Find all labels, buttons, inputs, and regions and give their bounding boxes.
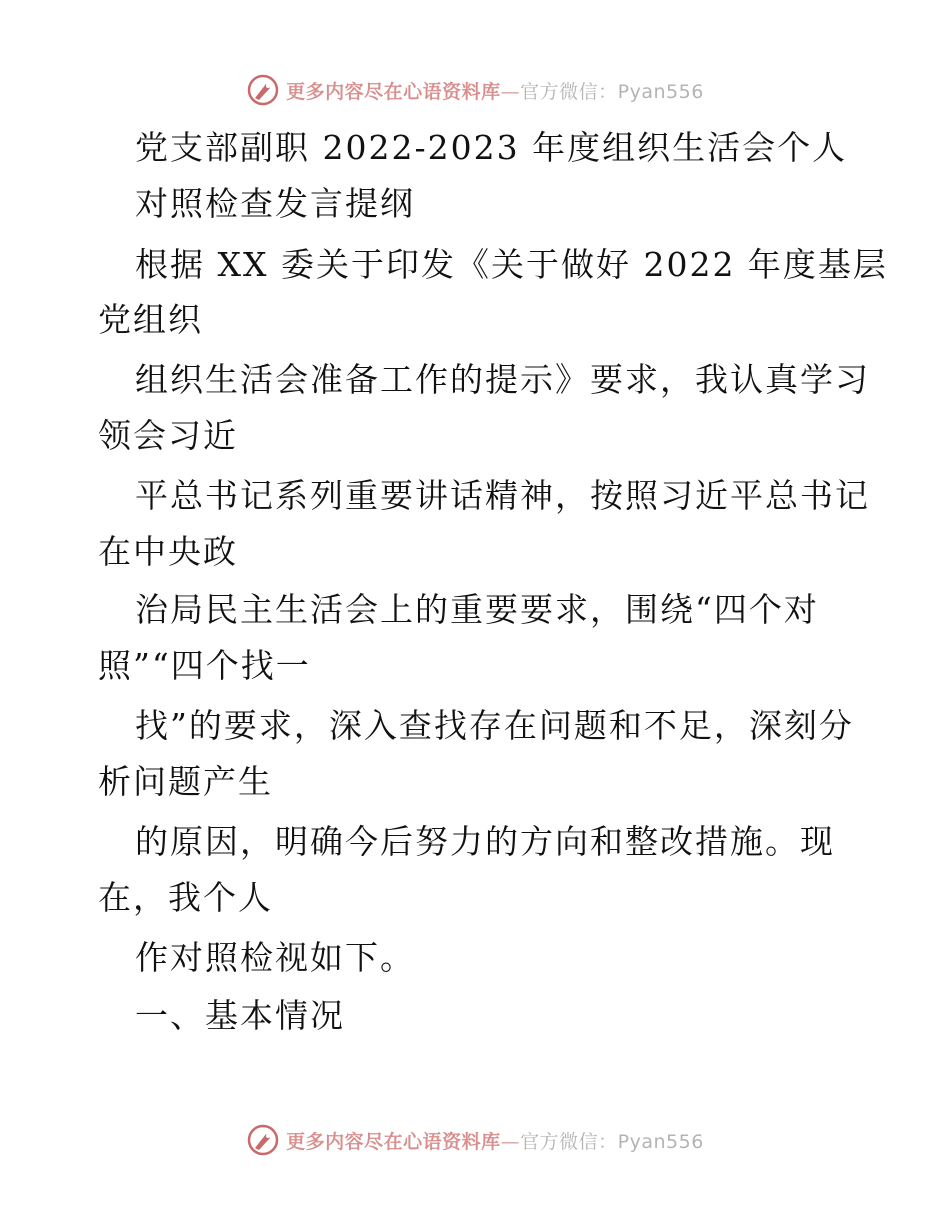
watermark-brand: 更多内容尽在心语资料库	[286, 1130, 501, 1153]
watermark-separator: —	[500, 80, 521, 103]
body-line: 领会习近	[98, 416, 238, 455]
title-line-1: 党支部副职 2022-2023 年度组织生活会个人	[135, 128, 848, 167]
watermark-text	[286, 1127, 704, 1154]
pen-nib-icon	[246, 1123, 280, 1157]
body-line: 照”“四个找一	[98, 646, 311, 685]
body-line: 的原因，明确今后努力的方向和整改措施。现	[135, 822, 835, 861]
watermark-text	[286, 77, 704, 104]
watermark-contact: 官方微信：Pyan556	[520, 80, 704, 103]
watermark-separator: —	[500, 1130, 521, 1153]
body-line: 在中央政	[98, 532, 238, 571]
footer-watermark	[0, 1120, 950, 1160]
body-line: 平总书记系列重要讲话精神，按照习近平总书记	[135, 476, 870, 515]
watermark-brand: 更多内容尽在心语资料库	[286, 80, 501, 103]
body-line: 治局民主生活会上的重要要求，围绕“四个对	[135, 590, 819, 629]
body-line: 找”的要求，深入查找存在问题和不足，深刻分	[135, 706, 854, 745]
body-line: 作对照检视如下。	[135, 938, 415, 977]
body-line: 在，我个人	[98, 878, 273, 917]
watermark-contact: 官方微信：Pyan556	[520, 1130, 704, 1153]
pen-nib-icon	[246, 73, 280, 107]
body-line: 析问题产生	[98, 762, 273, 801]
body-line: 党组织	[98, 300, 203, 339]
section-heading: 一、基本情况	[135, 996, 345, 1035]
body-line: 根据 XX 委关于印发《关于做好 2022 年度基层	[135, 245, 888, 284]
header-watermark	[0, 70, 950, 110]
body-line: 组织生活会准备工作的提示》要求，我认真学习	[135, 360, 870, 399]
title-line-2: 对照检查发言提纲	[135, 184, 415, 223]
